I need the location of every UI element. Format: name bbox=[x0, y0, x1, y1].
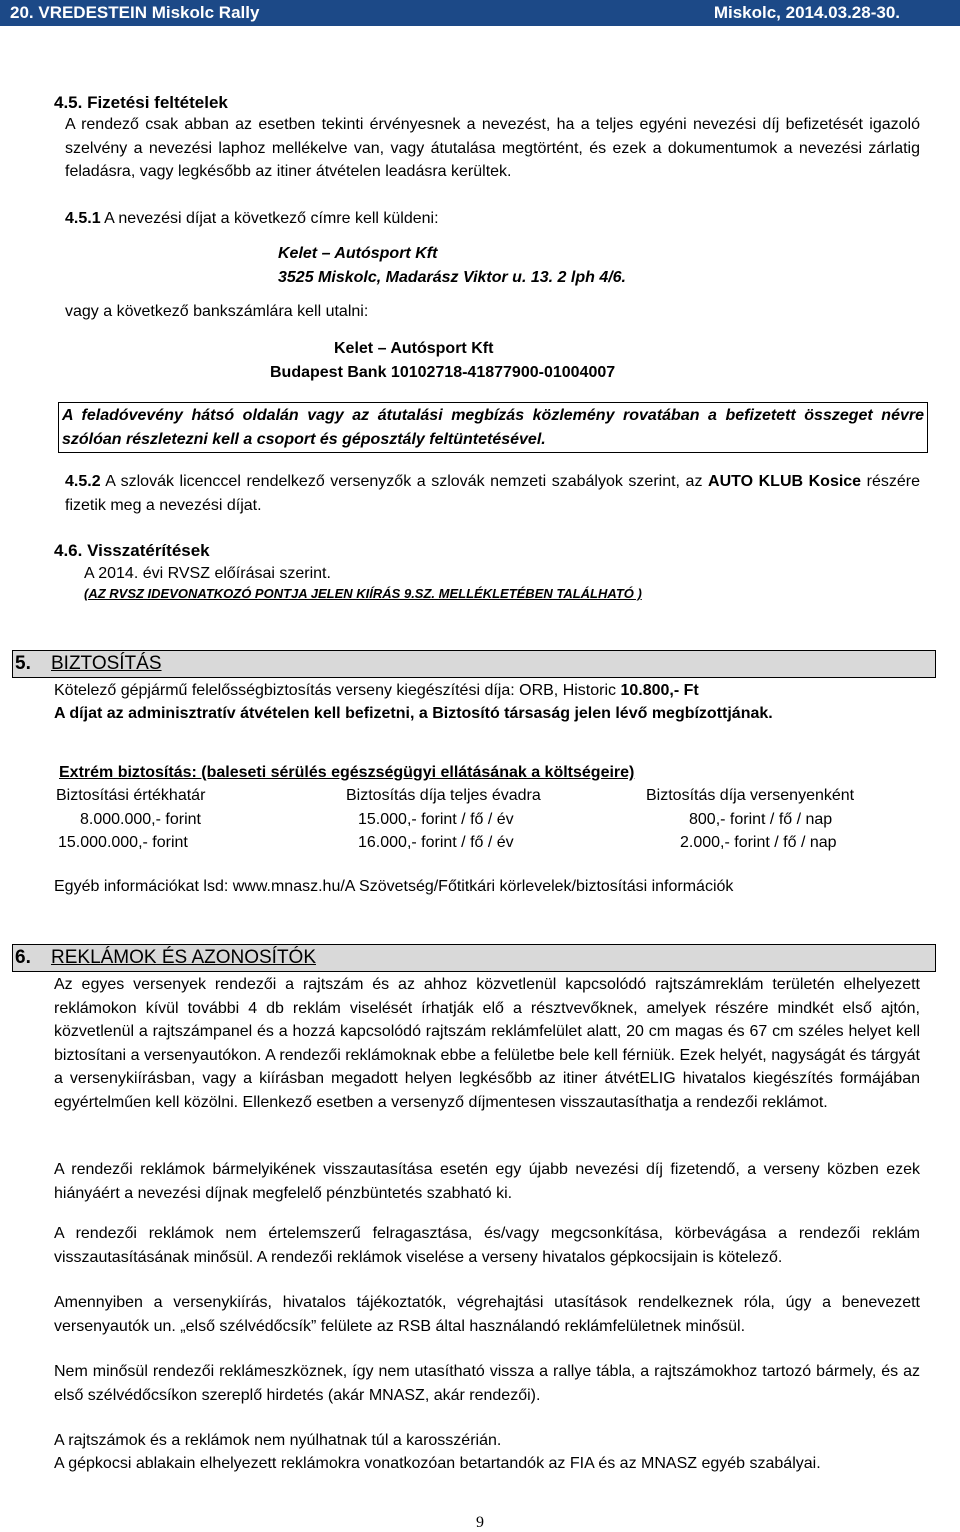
liability-insurance-fee: 10.800,- Ft bbox=[620, 682, 699, 699]
table-cell: 15.000,- forint / fő / év bbox=[358, 810, 514, 828]
header-date: Miskolc, 2014.03.28-30. bbox=[713, 3, 900, 22]
insurance-table-grid bbox=[56, 784, 854, 855]
section-6-title: REKLÁMOK ÉS AZONOSÍTÓK bbox=[51, 947, 317, 968]
sub-4-5-2-tail: részére fizetik meg a nevezési díjat. bbox=[65, 473, 921, 514]
bank-company: Kelet – Autósport Kft bbox=[334, 340, 494, 357]
table-cell: 16.000,- forint / fő / év bbox=[358, 834, 514, 851]
table-cell: 8.000.000,- forint bbox=[80, 810, 201, 828]
section-6-num: 6. bbox=[15, 947, 31, 968]
ads-paragraph-3: A rendezői reklámok nem értelemszerű felragasztása, és/vagy megcsonkítása, körbevágása a rendezői reklám visszautasításának minősül. A rendezői reklámok viselése a verseny hivatalos gépkocsijain is kötelező. bbox=[54, 1225, 920, 1266]
sub-4-5-1 bbox=[65, 207, 439, 231]
payment-note-box: A feladóvevény hátsó oldalán vagy az átutalási megbízás közlemény rovatában a befizetett összeget névre szólóan részletezni kell a csoport és géposztály feltüntetésével. bbox=[58, 402, 928, 453]
table-row bbox=[56, 831, 854, 855]
insurance-more-info: Egyéb információkat lsd: www.mnasz.hu/A Szövetség/Főtitkári körlevelek/biztosítási információk bbox=[54, 878, 734, 895]
table-cell: 800,- forint / fő / nap bbox=[689, 810, 833, 828]
table-header: Biztosítás díja versenyenként bbox=[646, 787, 855, 804]
section-4-6-note: (AZ RVSZ IDEVONATKOZÓ PONTJA JELEN KIÍRÁS 9.SZ. MELLÉKLETÉBEN TALÁLHATÓ ) bbox=[84, 586, 642, 601]
section-4-5-title: 4.5. Fizetési feltételek bbox=[54, 93, 228, 112]
address-line: 3525 Miskolc, Madarász Viktor u. 13. 2 lph 4/6. bbox=[278, 269, 626, 286]
section-4-6-title: 4.6. Visszatérítések bbox=[54, 541, 210, 560]
bank-account: Budapest Bank 10102718-41877900-01004007 bbox=[270, 364, 616, 381]
page-number: 9 bbox=[476, 1514, 484, 1531]
section-4-5-text: A rendező csak abban az esetben tekinti érvényesnek a nevezést, ha a teljes egyéni nevezési díj befizetését igazoló szelvény a nevezési laphoz mellékelve van, vagy átutalása megtörtént, és ezek a dokumentumok a nevezési zárlatig feladásra, vagy legkésőbb az itiner átvételen leadásra kerültek. bbox=[65, 116, 920, 180]
table-header: Biztosítás díja teljes évadra bbox=[346, 787, 541, 804]
insurance-payment-note: A díjat az adminisztratív átvételen kell befizetni, a Biztosító társaság jelen lévő megbízottjának. bbox=[54, 705, 773, 722]
ads-paragraph-1: Az egyes versenyek rendezői a rajtszám és az ahhoz közvetlenül kapcsolódó rajtszámreklám területén elhelyezett reklámokon kívül további 4 db reklám viselését írhatják elő a résztvevőknek, amelyek részére mindkét első ajtón, közvetlenül a rajtszámpanel és a hozzá kapcsolódó rajtszám reklámfelület alatt, 20 cm magas és 67 cm széles helyet kell biztosítani a versenyautókon. A rendezői reklámoknak ebbe a felületbe bele kell férniük. Ezek helyét, nagyságát és tárgyát a versenykiírásban, vagy a kiírásban megadott helyen legkésőbb az itiner átvétELIG hivatalos kiegészítés formájában egyértelműen kell közölni. Ellenkező esetben a versenyző díjmentesen visszautasíthatja a rendezői reklámot. bbox=[54, 976, 920, 1111]
extreme-insurance-title: Extrém biztosítás: (baleseti sérülés egészségügyi ellátásának a költségeire) bbox=[59, 764, 635, 781]
insurance-table bbox=[56, 784, 854, 855]
table-cell: 15.000.000,- forint bbox=[58, 834, 188, 851]
section-6-heading bbox=[12, 944, 936, 972]
bank-intro: vagy a következő bankszámlára kell utalni: bbox=[65, 303, 369, 320]
ads-paragraph-5: Nem minősül rendezői reklámeszköznek, így nem utasítható vissza a rallye tábla, a rajtszámokhoz tartozó bármely, és az első szélvédőcsíkon szereplő hirdetés (akár MNASZ, akár rendezői). bbox=[54, 1363, 920, 1404]
sub-4-5-1-text: A nevezési díjat a következő címre kell küldeni: bbox=[100, 210, 439, 227]
table-header: Biztosítási értékhatár bbox=[56, 787, 206, 804]
sub-4-5-2-num: 4.5.2 bbox=[65, 473, 101, 490]
sub-4-5-1-num: 4.5.1 bbox=[65, 210, 101, 227]
sub-4-5-2 bbox=[65, 470, 920, 517]
table-header-row bbox=[56, 784, 854, 808]
section-4-6-text: A 2014. évi RVSZ előírásai szerint. bbox=[84, 565, 331, 582]
table-cell: 2.000,- forint / fő / nap bbox=[680, 834, 837, 851]
ads-paragraph-2: A rendezői reklámok bármelyikének visszautasítása esetén egy újabb nevezési díj fizetendő, a verseny közben ezek hiányáért a nevezési díjnak megfelelő pénzbüntetés szabható ki. bbox=[54, 1161, 920, 1202]
header-bar bbox=[0, 0, 960, 26]
section-5-num: 5. bbox=[15, 653, 31, 674]
sub-4-5-2-text: A szlovák licenccel rendelkező versenyzők a szlovák nemzeti szabályok szerint, az bbox=[100, 473, 709, 490]
ads-paragraph-7: A gépkocsi ablakain elhelyezett reklámokra vonatkozóan betartandók az FIA és az MNASZ egyéb szabályai. bbox=[54, 1455, 821, 1472]
auto-klub-kosice: AUTO KLUB Kosice bbox=[708, 473, 862, 490]
liability-insurance bbox=[54, 679, 699, 703]
liability-insurance-text: Kötelező gépjármű felelősségbiztosítás verseny kiegészítési díja: ORB, Historic bbox=[54, 682, 621, 699]
section-5-title: BIZTOSÍTÁS bbox=[51, 653, 162, 674]
table-row bbox=[56, 808, 854, 832]
section-5-heading bbox=[12, 650, 936, 678]
header-title: 20. VREDESTEIN Miskolc Rally bbox=[10, 3, 260, 22]
ads-paragraph-6: A rajtszámok és a reklámok nem nyúlhatnak túl a karosszérián. bbox=[54, 1432, 502, 1449]
ads-paragraph-4: Amennyiben a versenykiírás, hivatalos tájékoztatók, végrehajtási utasítások rendelkeznek róla, úgy a benevezett versenyautók un. „első szélvédőcsík” felülete az RSB által használandó reklámfelületnek minősül. bbox=[54, 1294, 920, 1335]
address-company: Kelet – Autósport Kft bbox=[278, 245, 438, 262]
